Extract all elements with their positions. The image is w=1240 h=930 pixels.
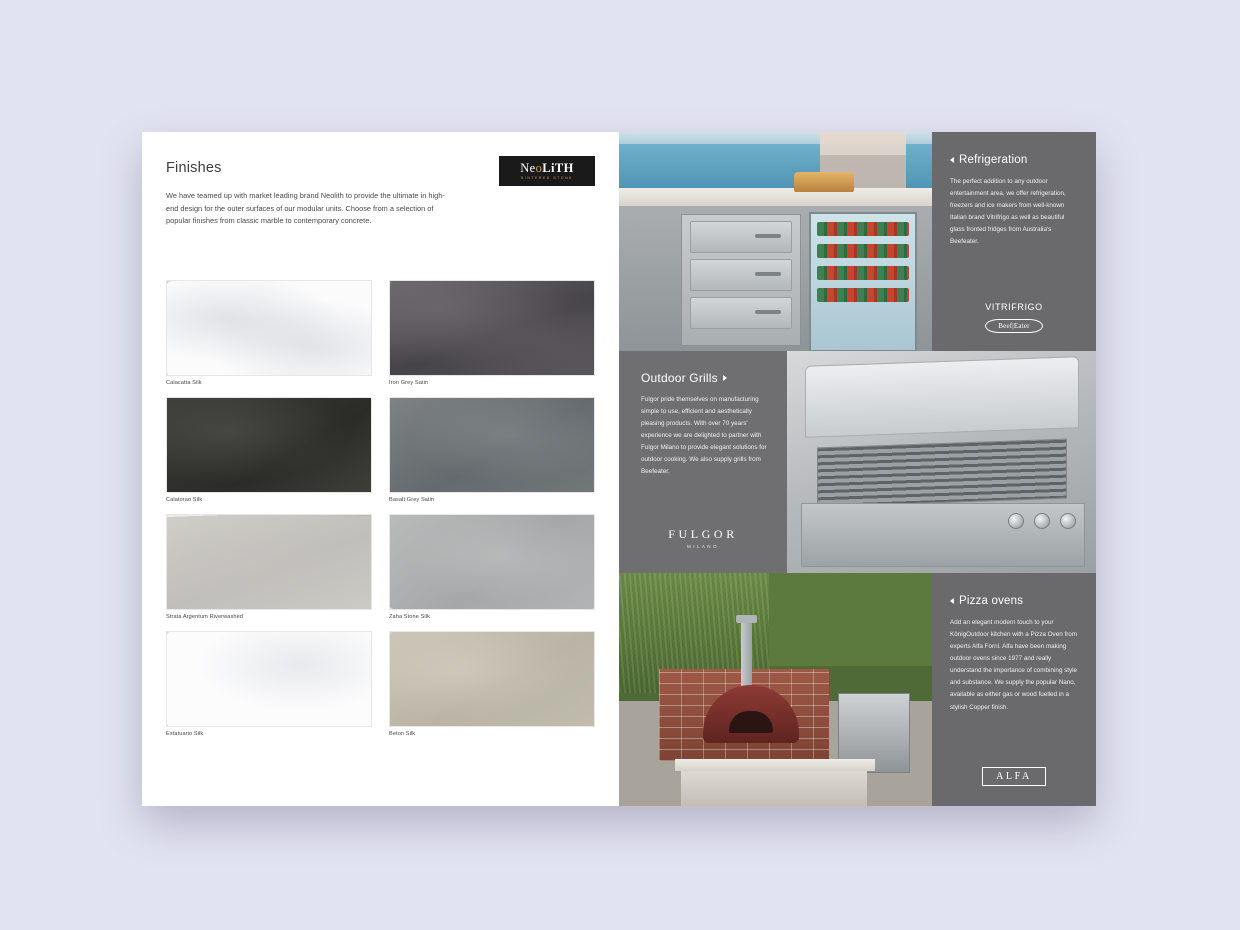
brochure-spread [142,132,1096,806]
photo-grill-hood [805,356,1079,438]
fulgor-logo-word: FULGOR [668,527,738,541]
refrigeration-title: Refrigeration [959,154,1028,166]
swatch-label: Basalt Grey Satin [389,497,435,503]
beefeater-logo: Beef|Eater [985,319,1042,333]
refrigeration-copy: The perfect addition to any outdoor entertainment area, we offer refrigeration, freezers and ice makers from well-known Italian brand Vitrifrigo as well as beautiful glass fronted fridges from Australia's Beefeater. [950,178,1066,246]
neolith-logo-tagline: SINTERED STONE [520,176,574,181]
refrigeration-title-row [950,154,1076,166]
swatch-label: Beton Silk [389,731,416,737]
swatch-label: Estatuario Silk [166,731,204,737]
finish-swatch-grid [166,280,595,737]
photo-food-platter [794,172,854,192]
swatch-image-basalt-grey-satin [389,397,595,493]
pizza-ovens-title: Pizza ovens [959,595,1024,607]
swatch-image-iron-grey-satin [389,280,595,376]
left-page [142,132,619,806]
pizza-ovens-block [932,573,1096,806]
swatch-calatorao-silk[interactable] [166,397,372,503]
triangle-right-icon [723,375,727,381]
neolith-logo-wordmark [520,162,574,175]
photo-grill-knobs [1008,513,1076,529]
swatch-image-strata-argentum-riverwashed [166,514,372,610]
swatch-label: Calacatta Silk [166,380,202,386]
photo-grill-grate [817,439,1067,508]
pizza-ovens-copy: Add an elegant modern touch to your KönigOutdoor kitchen with a Pizza Oven from experts Alfa Forni. Alfa have been making outdoor ovens since 1977 and really understand the importance of combining style and substance. We supply the popular Nano, available as either gas or wood fuelled in a stylish Copper finish. [950,619,1078,711]
swatch-image-calatorao-silk [166,397,372,493]
swatch-beton-silk[interactable] [389,631,595,737]
swatch-label: Zaha Stone Silk [389,614,430,620]
refrigeration-block [932,132,1096,351]
swatch-label: Strata Argentum Riverwashed [166,614,244,620]
pizza-ovens-title-row [950,595,1078,607]
refrigeration-photo [619,132,932,351]
neolith-logo [499,156,595,186]
page-title: Finishes [166,160,222,176]
swatch-basalt-grey-satin[interactable] [389,397,595,503]
swatch-calacatta-silk[interactable] [166,280,372,386]
photo-cabinets [681,771,867,806]
refrigeration-logos [932,302,1096,333]
pizza-oven-photo [619,573,932,806]
photo-counter [675,759,875,771]
outdoor-grills-copy: Fulgor pride themselves on manufacturing simple to use, efficient and aesthetically pleasing products. With over 70 years' experience we are delighted to partner with Fulgor Milano to provide elegant solutions for outdoor cooking. We also supply grills from Beefeater. [641,396,767,476]
photo-fridge-drawers [681,214,801,346]
swatch-zaha-stone-silk[interactable] [389,514,595,620]
triangle-left-icon [950,157,954,163]
swatch-label: Iron Grey Satin [389,380,429,386]
vitrifrigo-logo: VITRIFRIGO [985,302,1043,312]
right-page [619,132,1096,806]
outdoor-grills-block [619,351,787,573]
outdoor-grill-photo [787,351,1096,573]
triangle-left-icon [950,598,954,604]
photo-countertop [619,188,932,206]
alfa-logo [932,767,1096,786]
outdoor-grills-title-row [641,371,771,385]
neolith-logo-word-a: Ne [520,160,536,175]
photo-glass-fridge [809,212,917,351]
swatch-image-beton-silk [389,631,595,727]
swatch-iron-grey-satin[interactable] [389,280,595,386]
neolith-logo-word-b: o [535,160,543,175]
swatch-strata-argentum-riverwashed[interactable] [166,514,372,620]
swatch-image-calacatta-silk [166,280,372,376]
swatch-estatuario-silk[interactable] [166,631,372,737]
swatch-label: Calatorao Silk [166,497,203,503]
outdoor-grills-title: Outdoor Grills [641,371,718,385]
intro-paragraph: We have teamed up with market leading brand Neolith to provide the ultimate in high-end design for the outer surfaces of our modular units. Choose from a selection of popular finishes from classic marble to contemporary concrete. [166,191,445,226]
neolith-logo-word-c: LiTH [542,160,574,175]
photo-oven-chimney [741,621,752,687]
fulgor-milano-logo [619,527,787,549]
swatch-image-zaha-stone-silk [389,514,595,610]
fulgor-logo-sub: MILANO [686,544,719,549]
alfa-logo-word: ALFA [982,767,1046,786]
swatch-image-estatuario-silk [166,631,372,727]
